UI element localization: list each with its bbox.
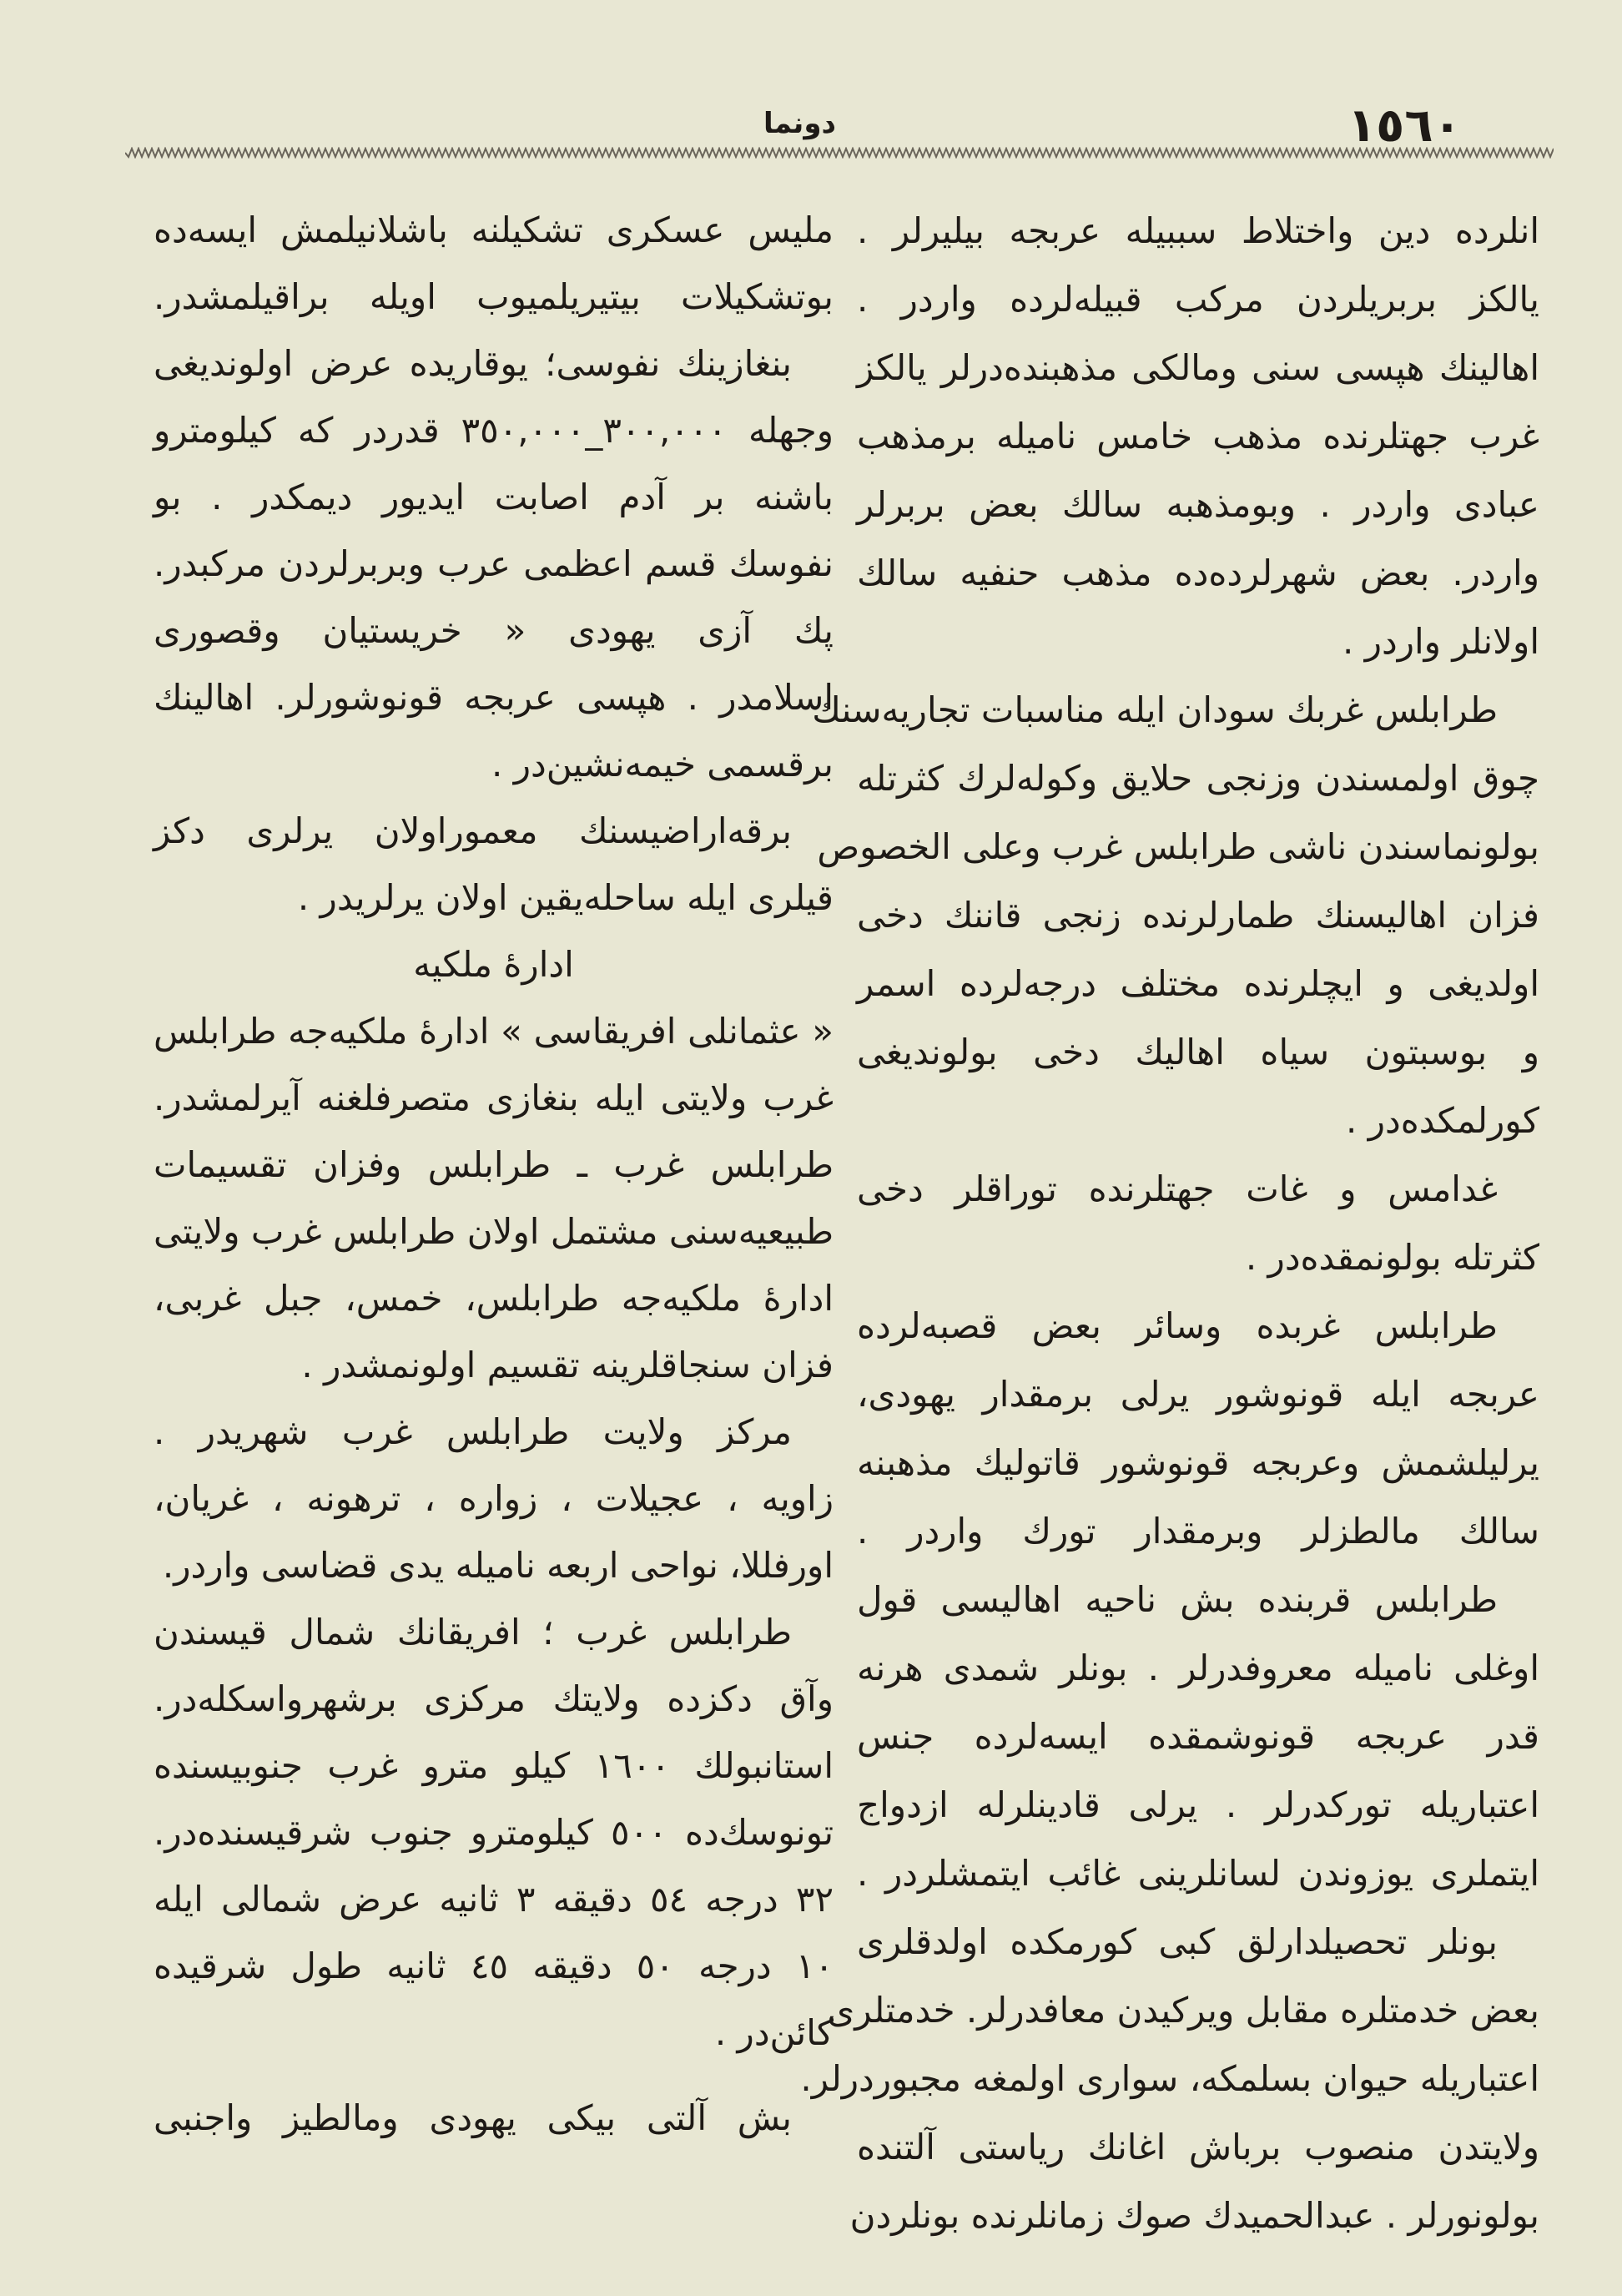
- text-line: زاويه ، عجيلات ، زواره ، ترهونه ، غريان،: [154, 1478, 834, 1519]
- text-line: بونلر تحصيلدارلق كبی كورمكده اولدقلری: [857, 1921, 1498, 1962]
- text-line: مليس عسكری تشكيلنه باشلانيلمش ايسه‌ده: [154, 209, 834, 250]
- text-line: طرابلس غرب ـ طرابلس وفزان تقسيمات: [154, 1144, 834, 1185]
- text-line: نفوسك قسم اعظمی عرب وبربرلردن مركبدر.: [154, 543, 834, 584]
- text-line: ولايتدن منصوب برباش اغانك رياستی آلتنده: [857, 2127, 1539, 2167]
- right-column: [800, 197, 1539, 2250]
- text-line: يالكز بربريلردن مركب قبيله‌لرده واردر .: [857, 279, 1539, 320]
- text-line: بش آلتی بيكی يهودی ومالطيز واجنبی: [154, 2097, 792, 2138]
- text-line: برقه‌اراضيسنك معموراولان يرلری دكز: [154, 810, 792, 851]
- text-line: قدر عربجه قونوشمقده ايسه‌لرده جنس: [857, 1716, 1539, 1757]
- text-line: انلرده دين واختلاط سببيله عربجه بيليرلر .: [857, 210, 1539, 251]
- text-line: پك آزی يهودی « خريستيان وقصوری: [154, 610, 834, 651]
- text-line: بولونورلر . عبدالحميدك صوك زمانلرنده بونلردن: [849, 2195, 1539, 2236]
- text-line: بوتشكيلات بيتيريلميوب اويله براقيلمشدر.: [154, 276, 834, 317]
- text-line: اسلامدر . هپسی عربجه قونوشورلر. اهالينك: [154, 677, 834, 718]
- text-line: باشنه بر آدم اصابت ايديور ديمكدر . بو: [154, 477, 834, 517]
- text-line: ايتملری يوزوندن لسانلرينی غائب ايتمشلردر .: [857, 1853, 1539, 1894]
- text-line: مركز ولايت طرابلس غرب شهريدر .: [154, 1411, 792, 1452]
- text-line: كائن‌در .: [714, 2012, 834, 2053]
- text-line: طرابلس غربده وسائر بعض قصبه‌لرده: [857, 1305, 1498, 1346]
- text-line: وجهله ٣٠٠,٠٠٠_٣٥٠,٠٠٠ قدردر كه كيلومترو: [154, 410, 834, 451]
- text-line: اولديغی و ايچلرنده مختلف درجه‌لرده اسمر: [857, 963, 1539, 1004]
- text-line: وآق دكزده ولايتك مركزی برشهرواسكله‌در.: [154, 1678, 834, 1719]
- text-line: طرابلس غرب ؛ افريقانك شمال قيسندن: [154, 1612, 792, 1653]
- text-line: اهالينك هپسی سنی ومالكی مذهبنده‌درلر يالكز: [857, 347, 1539, 388]
- text-line: چوق اولمسندن وزنجی حلايق وكوله‌لرك كثرتله: [857, 758, 1539, 799]
- text-line: كورلمكده‌در .: [1346, 1100, 1539, 1141]
- text-line: ١٠ درجه ٥٠ دقيقه ٤٥ ثانيه طول شرقيده: [154, 1945, 834, 1986]
- text-line: طرابلس غربك سودان ايله مناسبات تجاريه‌سنك: [812, 689, 1498, 730]
- text-line: غرب ولايتی ايله بنغازی متصرفلغنه آيرلمشدر.: [154, 1077, 834, 1118]
- text-line: بنغازينك نفوسی؛ يوقاريده عرض اولونديغی: [154, 343, 792, 384]
- text-line: يرليلشمش وعربجه قونوشور قاتوليك مذهبنه: [857, 1442, 1539, 1483]
- text-line: واردر. بعض شهرلرده‌ده مذهب حنفيه سالك: [857, 553, 1539, 593]
- text-line: طبيعيه‌سنی مشتمل اولان طرابلس غرب ولايتی: [153, 1211, 834, 1252]
- section-heading: ادارهٔ ملكيه: [413, 944, 574, 985]
- text-line: اعتباريله حيوان بسلمكه، سواری اولمغه مجبوردرلر.: [800, 2058, 1539, 2099]
- text-line: كثرتله بولونمقده‌در .: [1245, 1237, 1539, 1278]
- text-line: فزان سنجاقلرينه تقسيم اولونمشدر .: [301, 1345, 834, 1385]
- page-number: ١٥٦٠: [1347, 98, 1462, 153]
- left-column: [154, 197, 834, 2152]
- text-line: اوغلی ناميله معروفدرلر . بونلر شمدی هرنه: [857, 1648, 1539, 1688]
- text-line: غرب جهتلرنده مذهب خامس ناميله برمذهب: [857, 416, 1539, 457]
- running-title: دونما: [763, 107, 836, 140]
- text-line: غدامس و غات جهتلرنده توراقلر دخی: [857, 1168, 1498, 1209]
- text-line: اعتباريله توركدرلر . يرلی قادينلرله ازدواج: [857, 1784, 1539, 1825]
- text-line: فزان اهاليسنك طمارلرنده زنجی قاننك دخی: [857, 895, 1539, 936]
- text-line: تونوسك‌ده ٥٠٠ كيلومترو جنوب شرقيسنده‌در.: [154, 1812, 834, 1853]
- text-line: ادارهٔ ملكيه‌جه طرابلس، خمس، جبل غربی،: [154, 1278, 834, 1319]
- text-line: قيلری ايله ساحله‌يقين اولان يرلريدر .: [297, 877, 834, 918]
- text-line: استانبولك ١٦٠٠ كيلو مترو غرب جنوبيسنده: [154, 1745, 834, 1786]
- text-line: ٣٢ درجه ٥٤ دقيقه ٣ ثانيه عرض شمالی ايله: [154, 1879, 834, 1920]
- wavy-divider: [125, 147, 1554, 159]
- text-line: برقسمی خيمه‌نشين‌در .: [491, 744, 834, 785]
- text-line: « عثمانلی افريقاسی » ادارهٔ ملكيه‌جه طرابلس: [154, 1011, 834, 1052]
- text-line: و بوسبتون سياه اهاليك دخی بولونديغی: [857, 1032, 1539, 1072]
- text-line: اولانلر واردر .: [1342, 621, 1539, 662]
- text-line: عربجه ايله قونوشور يرلی برمقدار يهودی،: [857, 1374, 1539, 1415]
- text-line: بولونماسندن ناشی طرابلس غرب وعلی الخصوص: [817, 826, 1539, 867]
- text-line: بعض خدمتلره مقابل ويركيدن معافدرلر. خدمتلری: [827, 1990, 1539, 2031]
- text-line: عبادی واردر . وبومذهبه سالك بعض بربرلر: [857, 484, 1539, 525]
- text-line: اورفللا، نواحی اربعه ناميله يدی قضاسی واردر.: [162, 1545, 834, 1586]
- text-line: طرابلس قربنده بش ناحيه اهاليسی قول: [857, 1579, 1498, 1620]
- text-line: سالك مالطزلر وبرمقدار تورك واردر .: [857, 1511, 1539, 1552]
